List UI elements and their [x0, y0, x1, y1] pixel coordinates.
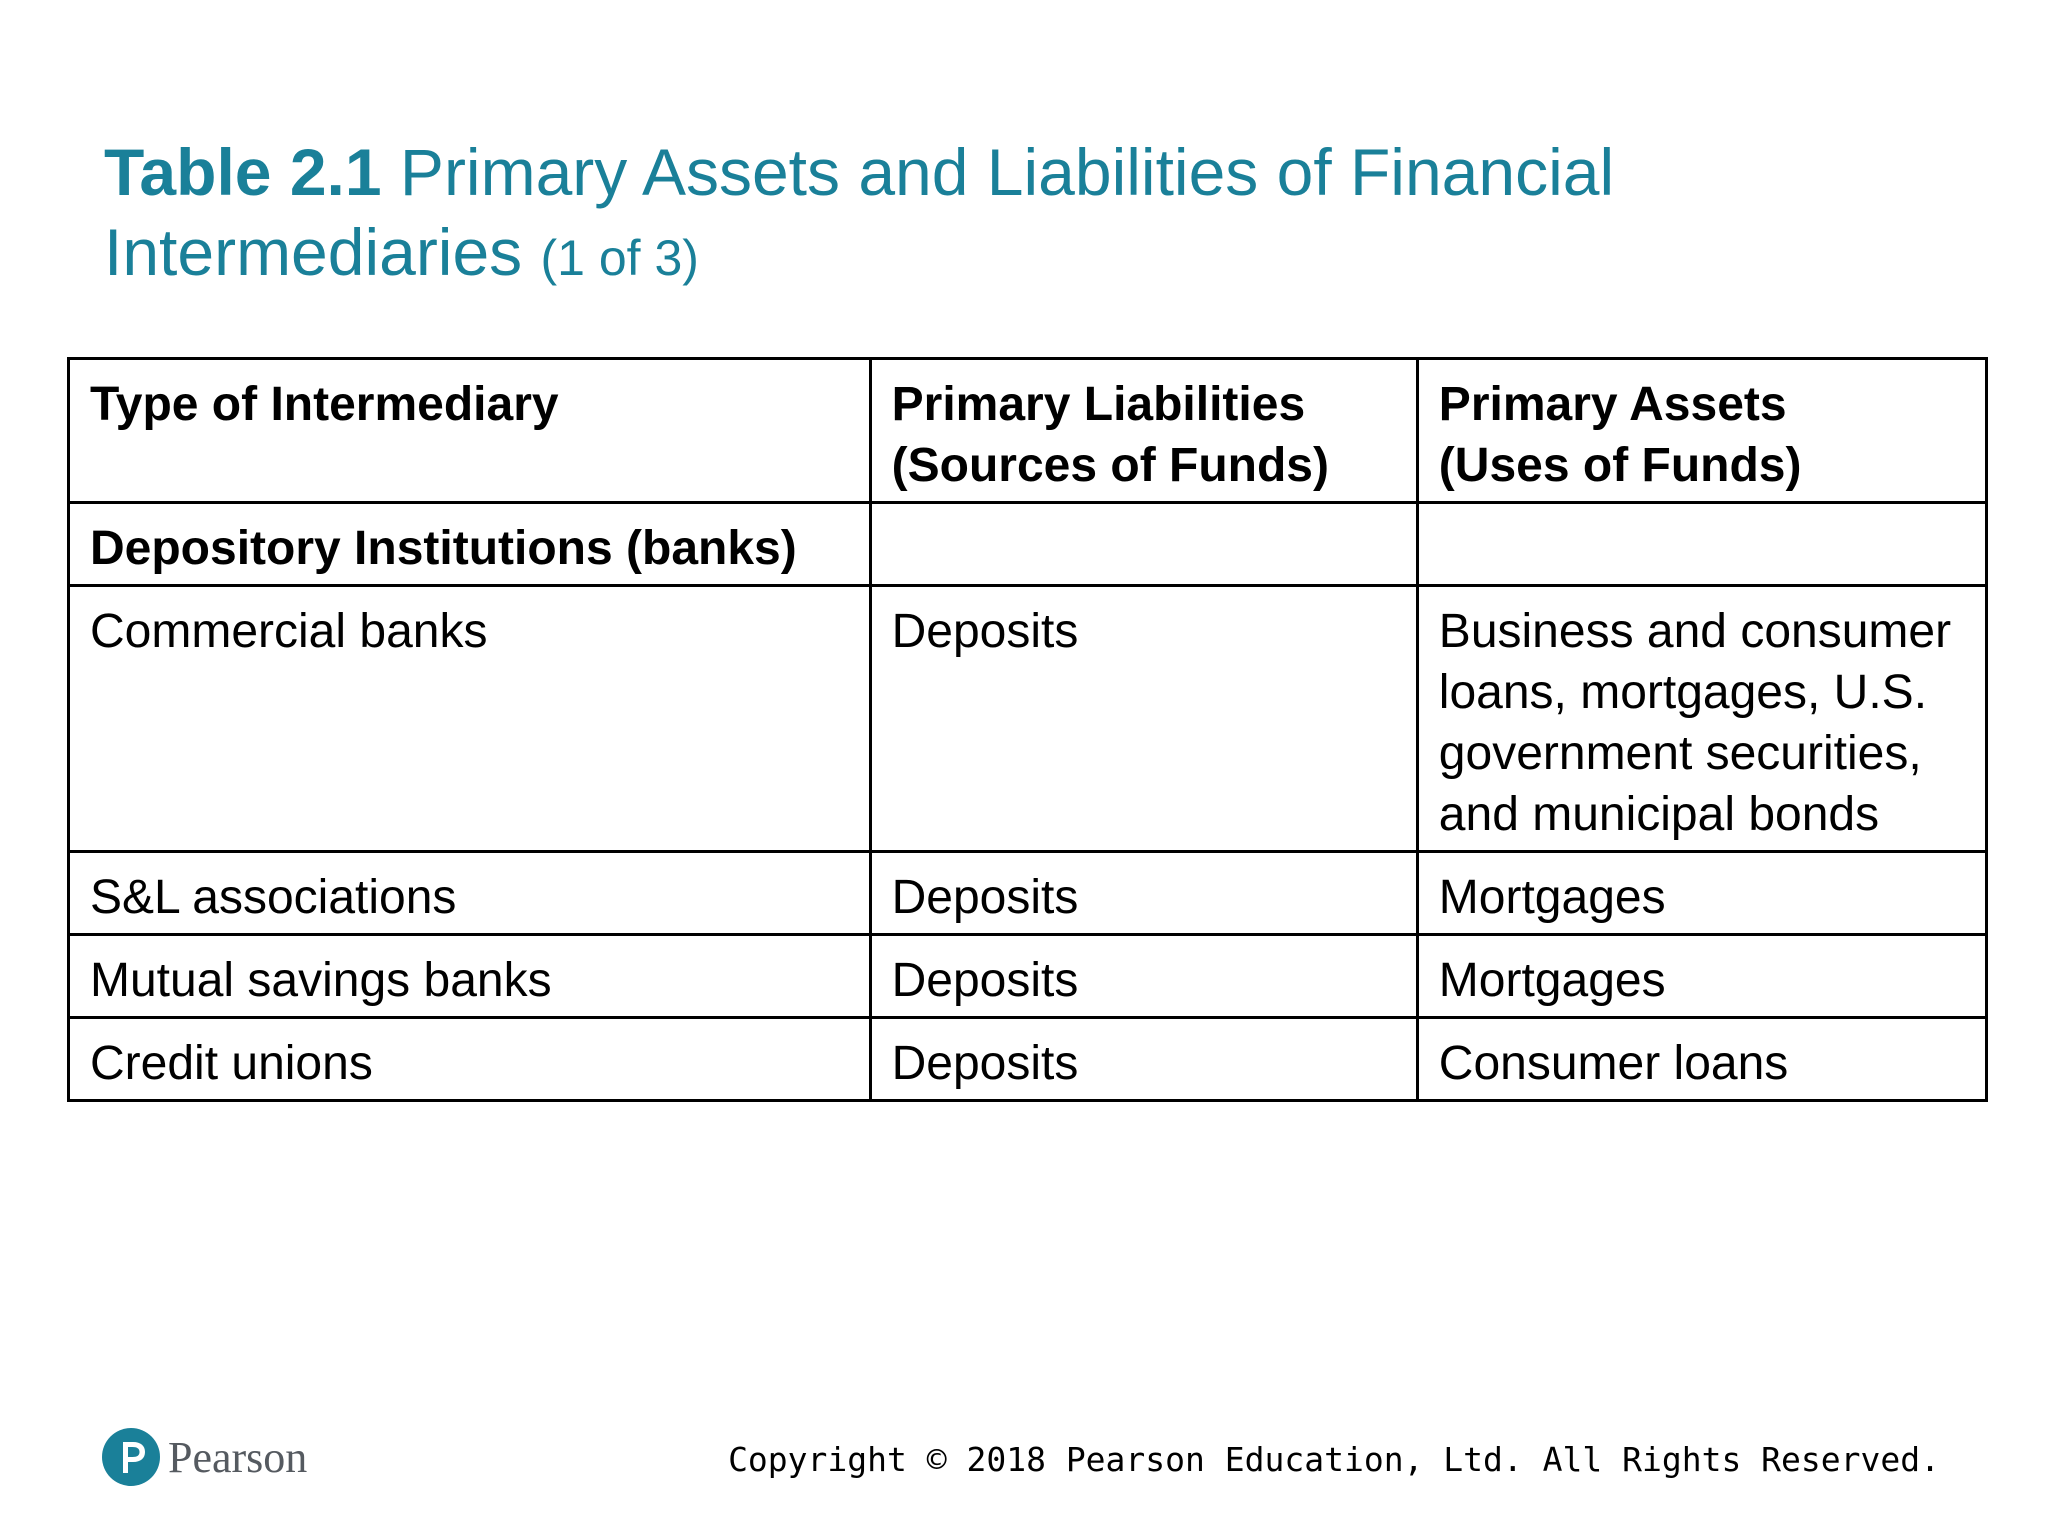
title-text: Primary Assets and Liabilities of Financial Intermediaries: [104, 135, 1615, 289]
table-cell-empty: [1417, 503, 1986, 586]
cell-type: Credit unions: [69, 1018, 871, 1101]
header-assets: [1417, 359, 1986, 503]
table-row: [69, 586, 1987, 852]
table-cell-empty: [870, 503, 1417, 586]
table-row: [69, 935, 1987, 1018]
cell-liabilities: Deposits: [870, 1018, 1417, 1101]
header-type: [69, 359, 871, 503]
cell-type: Mutual savings banks: [69, 935, 871, 1018]
table-header-row: [69, 359, 1987, 503]
intermediaries-table: [67, 357, 1988, 1102]
cell-assets: [1417, 586, 1986, 852]
cell-liabilities: Deposits: [870, 852, 1417, 935]
header-assets-line1: Primary Assets: [1438, 378, 1787, 431]
header-type-label: Type of Intermediary: [90, 378, 559, 431]
header-liabilities: [870, 359, 1417, 503]
pearson-logo: [102, 1428, 307, 1486]
cell-assets: Consumer loans: [1417, 1018, 1986, 1101]
header-liabilities-line2: (Sources of Funds): [891, 439, 1329, 492]
header-assets-line2: (Uses of Funds): [1438, 439, 1802, 492]
table-number: Table 2.1: [104, 135, 382, 209]
cell-type: S&L associations: [69, 852, 871, 935]
section-row: [69, 503, 1987, 586]
cell-assets: Mortgages: [1417, 852, 1986, 935]
cell-liabilities: Deposits: [870, 935, 1417, 1018]
header-liabilities-line1: Primary Liabilities: [891, 378, 1306, 431]
cell-assets: Mortgages: [1417, 935, 1986, 1018]
table-row: [69, 1018, 1987, 1101]
slide-title: [104, 132, 1864, 298]
pearson-wordmark: Pearson: [168, 1432, 308, 1482]
title-part: (1 of 3): [540, 230, 699, 286]
cell-type: Commercial banks: [69, 586, 871, 852]
pearson-p-icon: [102, 1428, 160, 1486]
cell-liabilities: Deposits: [870, 586, 1417, 852]
table-row: [69, 852, 1987, 935]
section-label: Depository Institutions (banks): [69, 503, 871, 586]
cell-assets-text: Business and consumer loans, mortgages, U.S. government securities, and municipal bonds: [1438, 605, 1952, 841]
copyright-notice: Copyright © 2018 Pearson Education, Ltd. All Rights Reserved.: [728, 1440, 1940, 1479]
